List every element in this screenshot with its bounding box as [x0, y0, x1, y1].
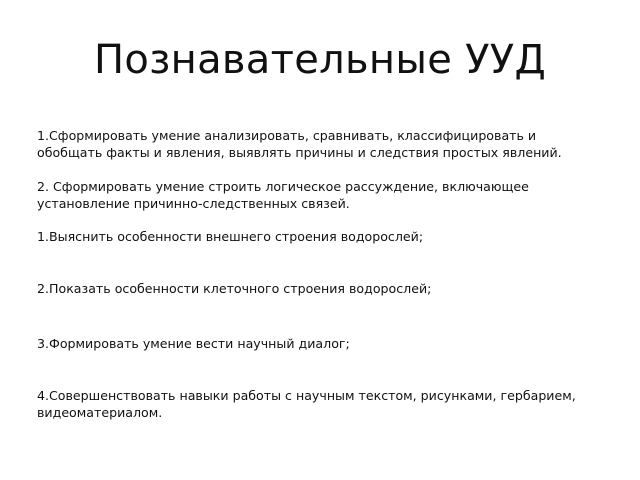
paragraph-2: 2. Сформировать умение строить логическое рассуждение, включающее установление причинно-следственных связей.	[37, 179, 529, 211]
paragraph-3: 1.Выяснить особенности внешнего строения водорослей;	[37, 229, 424, 244]
paragraph-1: 1.Сформировать умение анализировать, сравнивать, классифицировать и обобщать факты и явления, выявлять причины и следствия простых явлений.	[37, 128, 562, 160]
paragraph-4: 2.Показать особенности клеточного строения водорослей;	[37, 281, 432, 296]
paragraph-6: 4.Совершенствовать навыки работы с научным текстом, рисунками, гербарием, видеоматериалом.	[37, 388, 576, 420]
paragraph-5: 3.Формировать умение вести научный диалог;	[37, 336, 350, 351]
slide-title: Познавательные УУД	[93, 37, 547, 83]
